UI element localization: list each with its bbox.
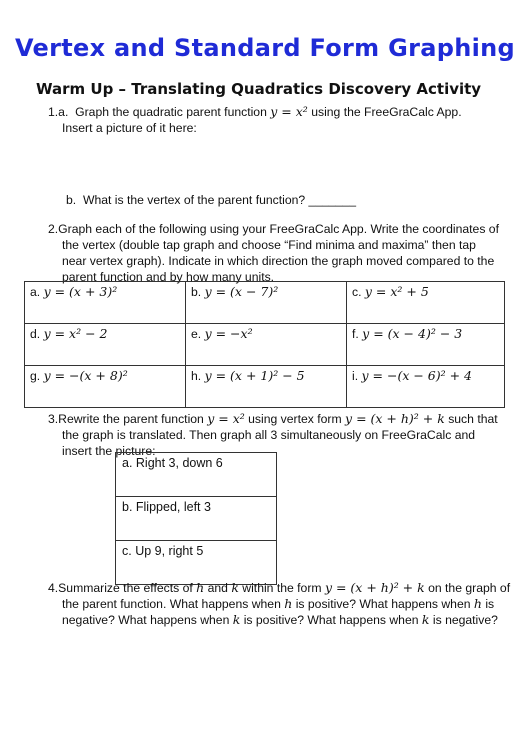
question-text: Summarize the effects of — [58, 581, 193, 595]
table-cell[interactable] — [347, 324, 505, 366]
question-2 — [48, 221, 502, 285]
math-variable: h — [196, 580, 205, 595]
item-label: c. — [352, 285, 362, 299]
item-label: g. — [30, 369, 41, 383]
question-text: is positive? What happens when — [295, 597, 471, 611]
question-number: 2. — [48, 222, 59, 236]
question-4 — [48, 580, 512, 628]
question-text: Graph each of the following using your FreeGraCalc App. Write the coordinates of the vertex (double tap graph and choose “Find minima and maxima” then tap near vertex graph). Indicate in which direction the graph moved compared to the parent function and by how many units. — [58, 222, 499, 284]
question-text: and — [207, 581, 228, 595]
table-cell[interactable] — [25, 282, 186, 324]
question-number: 3. — [48, 412, 59, 426]
item-label: a. — [30, 285, 41, 299]
item-label: b. — [191, 285, 202, 299]
table-cell[interactable] — [186, 282, 347, 324]
table-cell[interactable] — [347, 366, 505, 408]
question-number: 4. — [48, 581, 59, 595]
table-row — [25, 282, 505, 324]
math-expression: y = (x + h)² + k — [324, 580, 425, 595]
question-text: on the graph of the parent function. What happens when — [62, 581, 511, 611]
math-expression: y = x² − 2 — [43, 326, 108, 341]
question-text: What is the vertex of the parent function? _______ — [82, 193, 356, 207]
math-expression: y = (x − 4)² − 3 — [362, 326, 463, 341]
math-expression: y = −x² — [204, 326, 253, 341]
item-label: d. — [30, 327, 41, 341]
math-expression: y = (x + h)² + k — [345, 411, 445, 426]
item-label: e. — [191, 327, 202, 341]
table-row — [25, 366, 505, 408]
worksheet-title: Vertex and Standard Form Graphing — [14, 34, 516, 62]
math-expression: y = −(x − 6)² + 4 — [361, 368, 473, 383]
transform-cell[interactable]: b. Flipped, left 3 — [116, 497, 277, 541]
table-cell[interactable] — [25, 366, 186, 408]
question-text: is negative? — [432, 613, 498, 627]
question-number: b. — [66, 193, 77, 207]
math-expression: y = (x − 7)² — [204, 284, 279, 299]
table-cell[interactable] — [186, 366, 347, 408]
math-variable: k — [232, 612, 241, 627]
equation-table — [24, 281, 505, 408]
table-row — [116, 497, 277, 541]
item-label: h. — [191, 369, 202, 383]
question-text: using the FreeGraCalc App. Insert a picture of it here: — [62, 105, 462, 135]
math-expression: y = x² + 5 — [364, 284, 429, 299]
question-text: is positive? What happens when — [243, 613, 419, 627]
question-text: within the form — [242, 581, 322, 595]
math-expression: y = x² — [207, 411, 245, 426]
table-cell[interactable] — [186, 324, 347, 366]
table-row — [116, 541, 277, 585]
transform-table — [115, 452, 277, 585]
table-cell[interactable] — [347, 282, 505, 324]
question-number: 1.a. — [48, 105, 69, 119]
math-expression: y = (x + 1)² − 5 — [204, 368, 305, 383]
math-expression: y = −(x + 8)² — [43, 368, 128, 383]
item-label: f. — [352, 327, 359, 341]
math-variable: h — [473, 596, 482, 611]
math-variable: k — [421, 612, 430, 627]
question-text: such that the graph is translated. Then graph all 3 simultaneously on FreeGraCalc and insert the picture: — [62, 412, 498, 458]
question-text: using vertex form — [248, 412, 342, 426]
math-variable: h — [284, 596, 293, 611]
table-row — [116, 453, 277, 497]
math-expression: y = (x + 3)² — [43, 284, 118, 299]
question-text: is negative? What happens when — [62, 597, 495, 627]
question-1b — [66, 192, 356, 208]
math-expression: y = x² — [270, 104, 308, 119]
transform-cell[interactable]: c. Up 9, right 5 — [116, 541, 277, 585]
worksheet-subtitle: Warm Up – Translating Quadratics Discovery Activity — [36, 80, 482, 98]
transform-cell[interactable]: a. Right 3, down 6 — [116, 453, 277, 497]
math-variable: k — [231, 580, 239, 595]
table-row — [25, 324, 505, 366]
question-text: Graph the quadratic parent function — [75, 105, 267, 119]
question-1a — [48, 104, 492, 136]
table-cell[interactable] — [25, 324, 186, 366]
item-label: i. — [352, 369, 359, 383]
question-text: Rewrite the parent function — [58, 412, 204, 426]
